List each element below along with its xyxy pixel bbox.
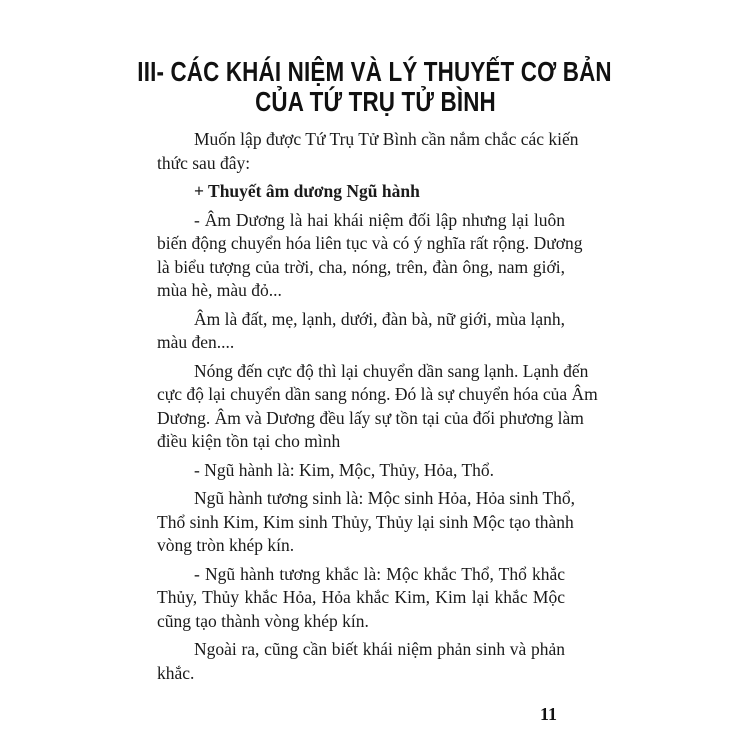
text-line: Âm là đất, mẹ, lạnh, dưới, đàn bà, nữ giới, mùa lạnh, — [194, 308, 565, 329]
paragraph — [157, 180, 565, 204]
text-line: vòng tròn khép kín. — [157, 535, 295, 555]
paragraph — [157, 360, 598, 454]
text-line: biến động chuyển hóa liên tục và có ý nghĩa rất rộng. Dương — [157, 233, 583, 253]
text-line: - Ngũ hành tương khắc là: Mộc khắc Thổ, Thổ khắc — [194, 563, 565, 584]
text-line: là biểu tượng của trời, cha, nóng, trên, đàn ông, nam giới, — [157, 256, 565, 277]
text-line: cực độ lại chuyển dần sang nóng. Đó là sự chuyển hóa của Âm — [157, 384, 598, 404]
text-line: Nóng đến cực độ thì lại chuyển dần sang lạnh. Lạnh đến — [194, 360, 589, 381]
body-text — [157, 128, 598, 690]
text-line: Ngoài ra, cũng cần biết khái niệm phản sinh và phản — [194, 639, 565, 659]
paragraph — [157, 209, 583, 303]
title-text: CỦA TỨ TRỤ TỬ BÌNH — [254, 86, 496, 117]
paragraph — [157, 487, 576, 558]
text-line: - Âm Dương là hai khái niệm đối lập nhưng lại luôn — [194, 209, 565, 230]
text-line: khắc. — [157, 662, 195, 683]
paragraph — [157, 128, 579, 175]
paragraph — [157, 459, 565, 483]
text-line: Thổ sinh Kim, Kim sinh Thủy, Thủy lại sinh Mộc tạo thành — [157, 511, 574, 532]
text-line: + Thuyết âm dương Ngũ hành — [194, 181, 420, 201]
text-line: Dương. Âm và Dương đều lấy sự tồn tại của đối phương làm — [157, 407, 584, 428]
paragraph — [157, 563, 565, 634]
text-line: Ngũ hành tương sinh là: Mộc sinh Hỏa, Hỏa sinh Thổ, — [194, 488, 576, 508]
text-line: thức sau đây: — [157, 152, 251, 173]
text-line: Muốn lập được Tứ Trụ Tử Bình cần nắm chắc các kiến — [194, 129, 579, 149]
text-line: màu đen.... — [157, 332, 235, 352]
text-line: Thủy, Thủy khắc Hỏa, Hỏa khắc Kim, Kim lại khắc Mộc — [157, 587, 565, 607]
paragraph — [157, 638, 565, 685]
text-line: cũng tạo thành vòng khép kín. — [157, 610, 369, 631]
title-text: III- CÁC KHÁI NIỆM VÀ LÝ THUYẾT CƠ BẢN — [137, 56, 613, 87]
text-line: mùa hè, màu đỏ... — [157, 280, 282, 300]
section-title-line-2 — [0, 87, 750, 117]
text-line: - Ngũ hành là: Kim, Mộc, Thủy, Hỏa, Thổ. — [194, 459, 495, 480]
text-line: điều kiện tồn tại cho mình — [157, 431, 341, 451]
section-title-line-1 — [0, 57, 750, 87]
page-number: 11 — [540, 704, 558, 724]
paragraph — [157, 308, 565, 355]
